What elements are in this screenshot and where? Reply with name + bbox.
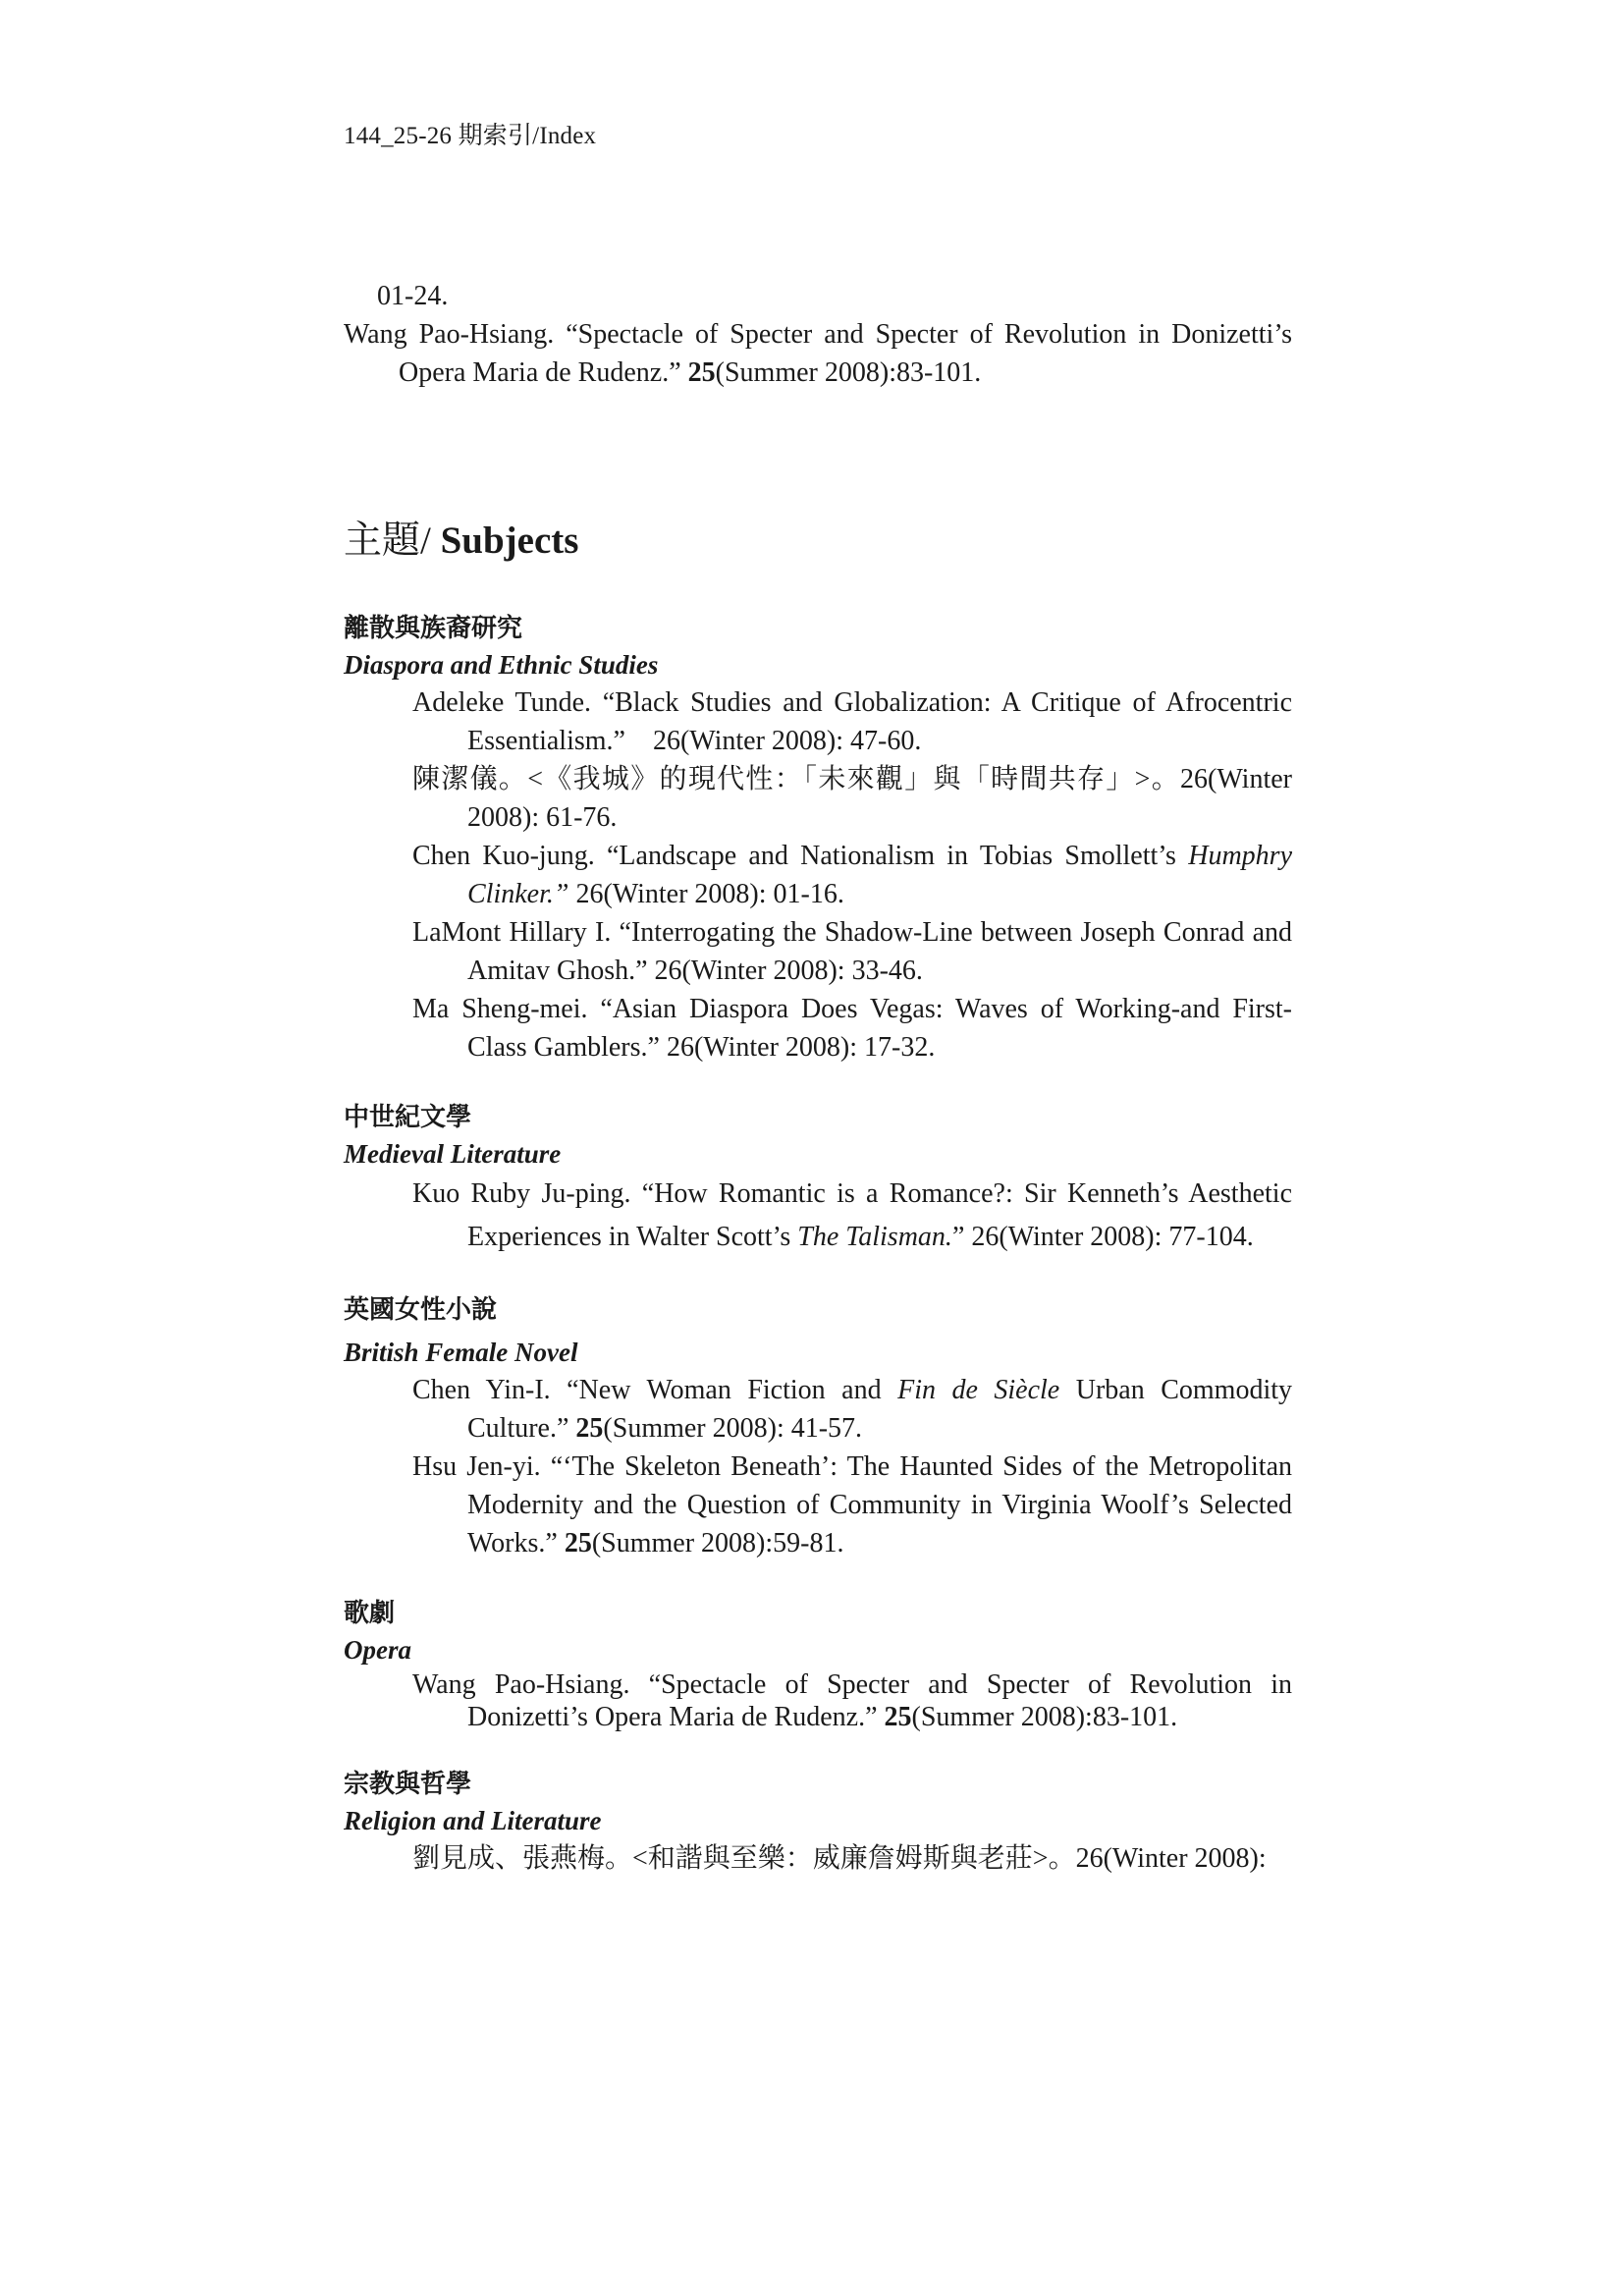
category-title-en: Medieval Literature [344,1139,562,1169]
category-british-female-novel [344,1292,1292,1562]
category-title-zh: 英國女性小說 [344,1295,498,1325]
category-title-zh: 中世紀文學 [344,1103,472,1132]
category-title-en: Diaspora and Ethnic Studies [344,650,659,680]
index-entry: 陳潔儀。<《我城》的現代性：「未來觀」與「時間共存」>。26(Winter 2008): 61-76. [412,764,1292,833]
category-title-zh: 歌劇 [344,1599,396,1628]
index-entry: Chen Kuo-jung. “Landscape and Nationalism in Tobias Smollett’s Humphry Clinker.” 26(Winter 2008): 01-16. [412,841,1292,909]
index-entry: 劉見成、張燕梅。<和諧與至樂：威廉詹姆斯與老莊>。26(Winter 2008): [412,1843,1267,1874]
category-title-zh: 離散與族裔研究 [344,614,523,643]
section-title-en: Subjects [440,519,579,562]
index-entry: Ma Sheng-mei. “Asian Diaspora Does Vegas: Waves of Working-and First-Class Gamblers.” 26(Winter 2008): 17-32. [412,994,1292,1063]
category-opera [344,1596,1292,1733]
category-title-zh: 宗教與哲學 [344,1770,472,1799]
continued-page-range: 01-24. [377,281,449,311]
index-entry: LaMont Hillary I. “Interrogating the Shadow-Line between Joseph Conrad and Amitav Ghosh.” 26(Winter 2008): 33-46. [412,917,1292,986]
index-entry: Hsu Jen-yi. “‘The Skeleton Beneath’: The Haunted Sides of the Metropolitan Modernity and the Question of Community in Virginia Woolf’s Selected Works.” 25(Summer 2008):59-81. [412,1451,1292,1558]
category-entries [344,1371,1292,1562]
category-entries [344,1173,1292,1259]
index-entry: Chen Yin-I. “New Woman Fiction and Fin de Siècle Urban Commodity Culture.” 25(Summer 2008): 41-57. [412,1375,1293,1444]
section-title-zh: 主題/ [344,519,431,562]
category-diaspora [344,611,1292,1066]
continued-entry: Wang Pao-Hsiang. “Spectacle of Specter and Specter of Revolution in Donizetti’s Opera Maria de Rudenz.” 25(Summer 2008):83-101. [344,319,1292,388]
index-entry: Wang Pao-Hsiang. “Spectacle of Specter and Specter of Revolution in Donizetti’s Opera Maria de Rudenz.” 25(Summer 2008):83-101. [412,1669,1292,1732]
category-title-en: British Female Novel [344,1338,578,1367]
category-title-en: Opera [344,1635,411,1665]
section-heading [344,517,1292,566]
category-entries [344,1839,1292,1878]
category-medieval [344,1100,1292,1259]
category-entries [344,1668,1292,1733]
index-entry: Kuo Ruby Ju-ping. “How Romantic is a Romance?: Sir Kenneth’s Aesthetic Experiences in Walter Scott’s The Talisman.” 26(Winter 2008): 77-104. [412,1178,1292,1252]
running-header: 144_25-26 期索引/Index [344,123,597,149]
category-entries [344,683,1292,1066]
category-title-en: Religion and Literature [344,1806,602,1835]
category-religion [344,1767,1292,1878]
subject-categories [344,611,1292,1878]
page-body [344,277,1292,1878]
index-entry: Adeleke Tunde. “Black Studies and Globalization: A Critique of Afrocentric Essentialism.” 26(Winter 2008): 47-60. [412,687,1292,756]
